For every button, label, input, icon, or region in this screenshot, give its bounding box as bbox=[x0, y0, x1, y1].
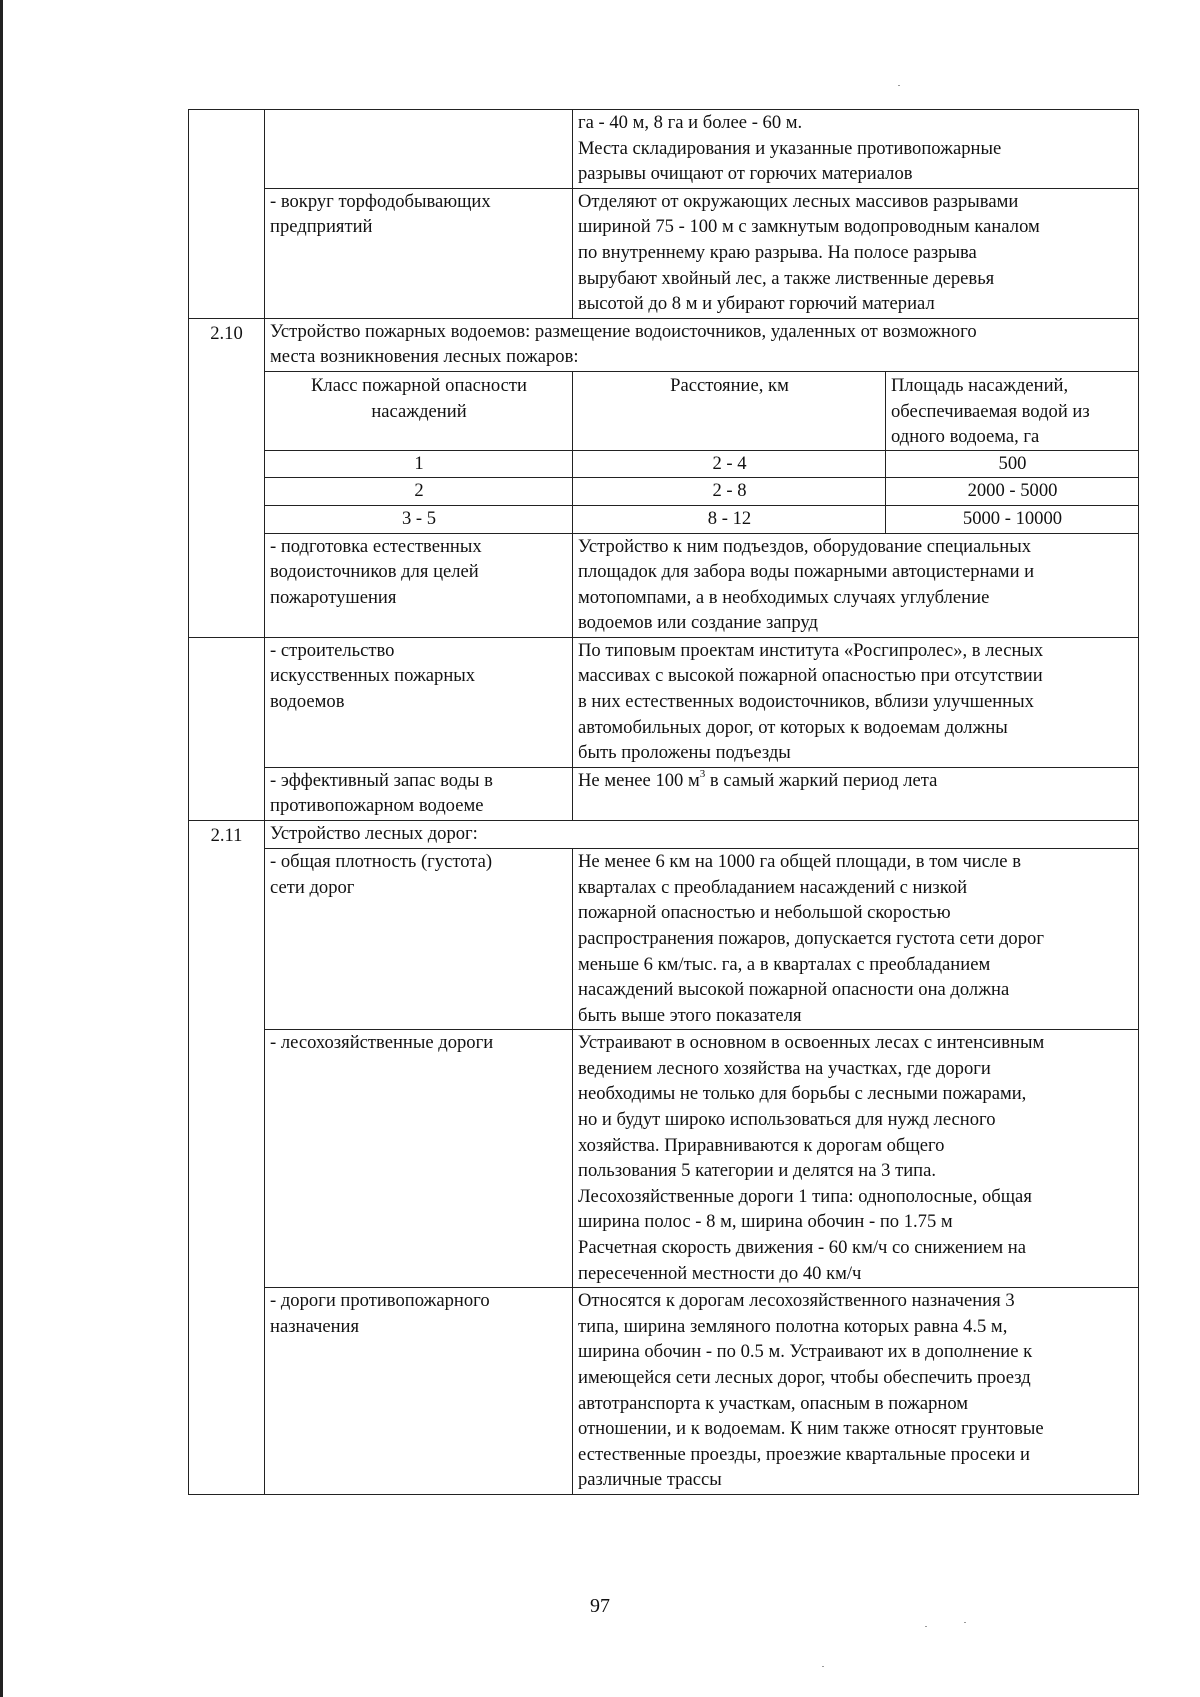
table-row bbox=[189, 505, 1139, 533]
label-line: - вокруг торфодобывающих bbox=[270, 190, 491, 212]
row-label-cell: - строительство искусственных пожарных водоемов bbox=[265, 637, 573, 767]
scan-speck bbox=[964, 1622, 966, 1623]
section-title bbox=[265, 318, 1139, 371]
row-number-cell bbox=[189, 478, 265, 506]
row-number-cell bbox=[189, 767, 265, 820]
reserve-text: Не менее 100 $м^3$ в самый жаркий период лета bbox=[578, 767, 938, 791]
row-number-cell bbox=[189, 505, 265, 533]
table-row bbox=[189, 1288, 1139, 1495]
scan-speck bbox=[898, 85, 900, 86]
text-line: высотой до 8 м и убирают горючий материал bbox=[578, 293, 935, 315]
row-number-cell bbox=[189, 188, 265, 318]
reservoir-table-header bbox=[189, 371, 1139, 450]
section-number: 2.11 bbox=[189, 821, 265, 849]
row-number-cell bbox=[189, 849, 265, 1030]
row-text-cell: Устраивают в основном в освоенных лесах с интенсивным ведением лесного хозяйства на участках, где дороги необходимы не только для борьбы с лесными пожарами, но и будут широко использоваться для нужд лесного хозяйства. Приравниваются к дорогам общего пользования 5 категории и делятся на 3 типа. Лесохозяйственные дороги 1 типа: однополосные, общая ширина полос - 8 м, ширина обочин - по 1.75 м Расчетная скорость движения - 60 км/ч со снижением на пересеченной местности до 40 км/ч bbox=[573, 1030, 1139, 1288]
section-number: 2.10 bbox=[189, 318, 265, 371]
column-header-class: Класс пожарной опасности насаждений bbox=[265, 371, 573, 450]
scan-speck bbox=[822, 1666, 824, 1667]
table-row bbox=[189, 110, 1139, 189]
text-line: шириной 75 - 100 м с замкнутым водопроводным каналом bbox=[578, 216, 1040, 238]
table-row bbox=[189, 767, 1139, 820]
section-title-row bbox=[189, 821, 1139, 849]
area-cell: 5000 - 10000 bbox=[886, 505, 1139, 533]
row-number-cell bbox=[189, 637, 265, 767]
table-row bbox=[189, 533, 1139, 637]
row-label-cell: - общая плотность (густота) сети дорог bbox=[265, 849, 573, 1030]
column-header-area: Площадь насаждений, обеспечиваемая водой из одного водоема, га bbox=[886, 371, 1139, 450]
row-label-cell: - дороги противопожарного назначения bbox=[265, 1288, 573, 1495]
row-number-cell bbox=[189, 1288, 265, 1495]
row-number-cell bbox=[189, 450, 265, 478]
text-line: га - 40 м, 8 га и более - 60 м. bbox=[578, 112, 803, 133]
row-label-cell: - подготовка естественных водоисточников для целей пожаротушения bbox=[265, 533, 573, 637]
row-text-cell: Устройство к ним подъездов, оборудование специальных площадок для забора воды пожарными автоцистернами и мотопомпами, а в необходимых случаях углубление водоемов или создание запруд bbox=[573, 533, 1139, 637]
class-cell: 1 bbox=[265, 450, 573, 478]
text-line: по внутреннему краю разрыва. На полосе разрыва bbox=[578, 241, 977, 263]
row-number-cell bbox=[189, 1030, 265, 1288]
row-text-cell bbox=[573, 110, 1139, 189]
row-text-cell: Не менее 6 км на 1000 га общей площади, в том числе в кварталах с преобладанием насаждений с низкой пожарной опасностью и небольшой скоростью распространения пожаров, допускается густота сети дорог меньше 6 км/тыс. га, а в кварталах с преобладанием насаждений высокой пожарной опасности она должна быть выше этого показателя bbox=[573, 849, 1139, 1030]
scan-speck bbox=[925, 1626, 927, 1627]
section-title: Устройство лесных дорог: bbox=[265, 821, 1139, 849]
row-label-cell bbox=[265, 110, 573, 189]
row-number-cell bbox=[189, 371, 265, 450]
page-number: 97 bbox=[590, 1595, 610, 1617]
row-number-cell bbox=[189, 110, 265, 189]
label-line: предприятий bbox=[270, 216, 373, 238]
row-number-cell bbox=[189, 533, 265, 637]
table-row bbox=[189, 478, 1139, 506]
table-row bbox=[189, 1030, 1139, 1288]
table-row bbox=[189, 849, 1139, 1030]
title-line: Устройство пожарных водоемов: размещение водоисточников, удаленных от возможного bbox=[270, 320, 977, 342]
text-line: Отделяют от окружающих лесных массивов разрывами bbox=[578, 190, 1019, 212]
table-row bbox=[189, 188, 1139, 318]
area-cell: 2000 - 5000 bbox=[886, 478, 1139, 506]
distance-cell: 2 - 8 bbox=[573, 478, 886, 506]
title-line: места возникновения лесных пожаров: bbox=[270, 346, 579, 368]
row-text-cell bbox=[573, 767, 1139, 820]
class-cell: 3 - 5 bbox=[265, 505, 573, 533]
row-label-cell bbox=[265, 188, 573, 318]
scan-edge bbox=[0, 0, 3, 1697]
row-text-cell: По типовым проектам института «Росгипролес», в лесных массивах с высокой пожарной опасностью при отсутствии в них естественных водоисточников, вблизи улучшенных автомобильных дорог, от которых к водоемам должны быть проложены подъезды bbox=[573, 637, 1139, 767]
measures-table bbox=[188, 109, 1139, 1495]
section-title-row bbox=[189, 318, 1139, 371]
row-label-cell: - эффективный запас воды в противопожарном водоеме bbox=[265, 767, 573, 820]
column-header-distance: Расстояние, км bbox=[573, 371, 886, 450]
text-line: Места складирования и указанные противопожарные bbox=[578, 137, 1002, 159]
distance-cell: 2 - 4 bbox=[573, 450, 886, 478]
table-row bbox=[189, 637, 1139, 767]
row-label-cell: - лесохозяйственные дороги bbox=[265, 1030, 573, 1288]
text-line: вырубают хвойный лес, а также лиственные деревья bbox=[578, 267, 995, 289]
distance-cell: 8 - 12 bbox=[573, 505, 886, 533]
class-cell: 2 bbox=[265, 478, 573, 506]
row-text-cell bbox=[573, 188, 1139, 318]
table-row bbox=[189, 450, 1139, 478]
row-text-cell: Относятся к дорогам лесохозяйственного назначения 3 типа, ширина земляного полотна которых равна 4.5 м, ширина обочин - по 0.5 м. Устраивают их в дополнение к имеющейся сети лесных дорог, чтобы обеспечить проезд автотранспорта к участкам, опасным в пожарном отношении, и к водоемам. К ним также относят грунтовые естественные проезды, проезжие квартальные просеки и различные трассы bbox=[573, 1288, 1139, 1495]
text-line: разрывы очищают от горючих материалов bbox=[578, 163, 913, 185]
area-cell: 500 bbox=[886, 450, 1139, 478]
